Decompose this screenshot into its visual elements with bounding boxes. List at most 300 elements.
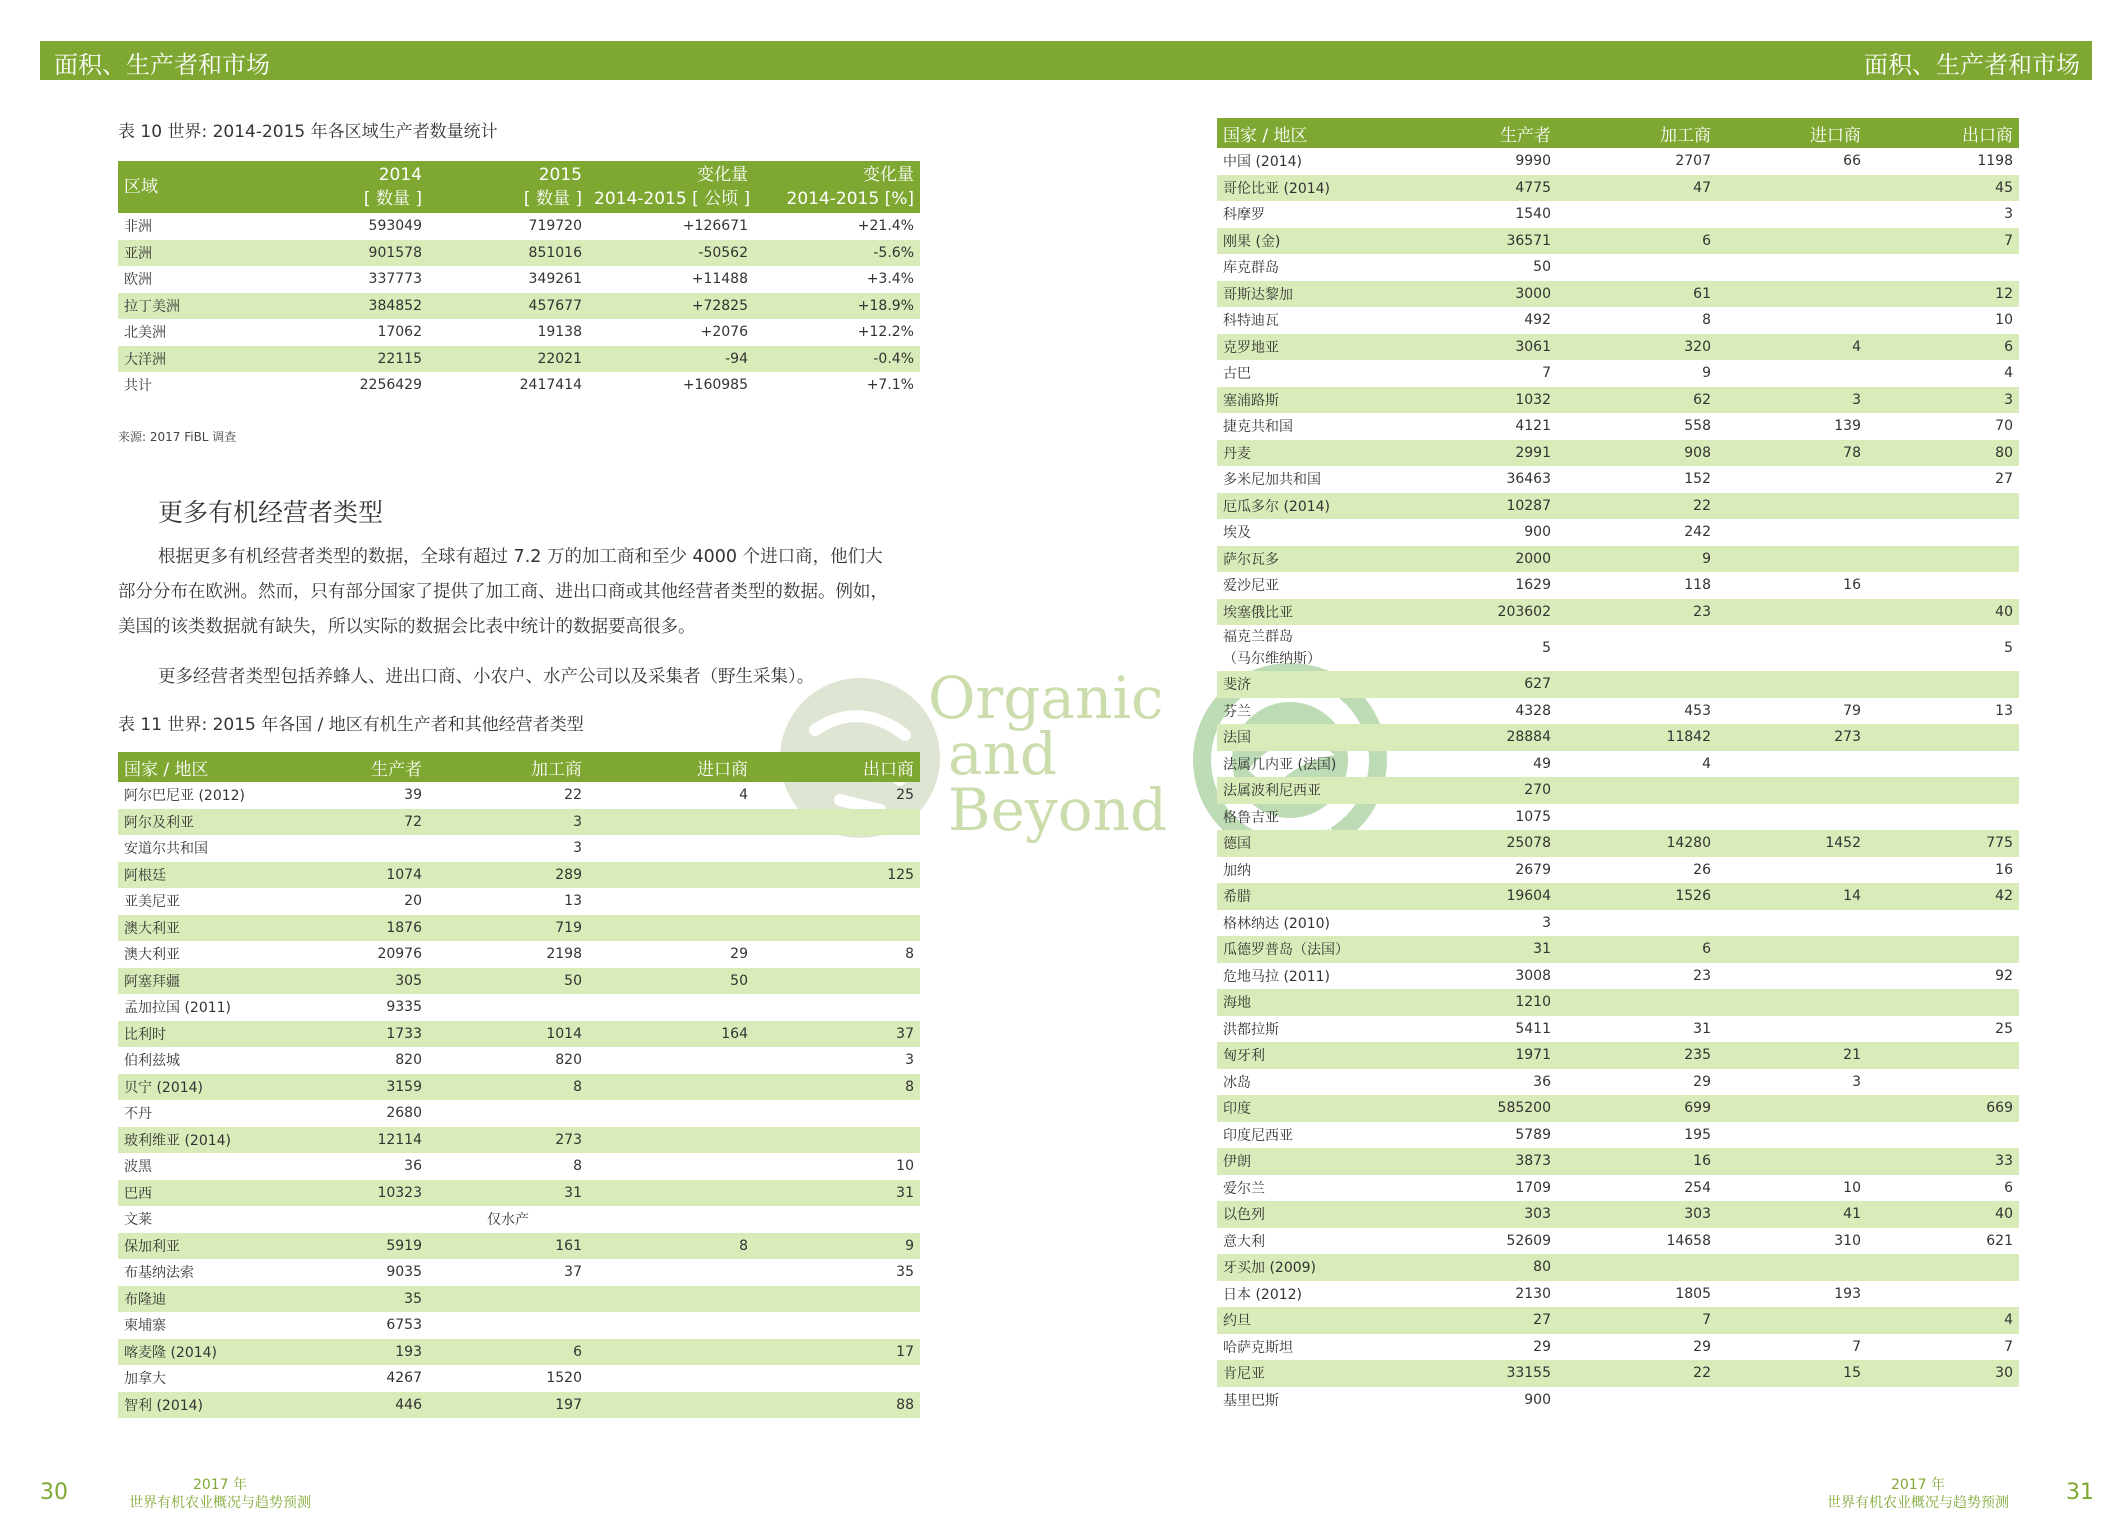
table-cell: 33155	[1417, 1360, 1557, 1387]
table-cell	[1867, 546, 2019, 573]
table-cell: 13	[1995, 702, 2013, 719]
row-label: 科特迪瓦	[1223, 313, 1279, 330]
table-cell	[1557, 910, 1717, 937]
table-cell: 6	[1557, 228, 1717, 255]
table-cell	[1717, 1095, 1867, 1122]
table-cell	[1557, 201, 1717, 228]
table-cell	[1717, 254, 1867, 281]
table-cell	[1557, 804, 1717, 831]
table-cell: 1032	[1417, 387, 1557, 414]
table-cell: 31	[428, 1180, 588, 1207]
table-cell	[1717, 804, 1867, 831]
row-label: 法属几内亚 (法国)	[1223, 756, 1337, 773]
table-cell: 36463	[1506, 471, 1551, 488]
table-cell: 1526	[1557, 883, 1717, 910]
table10-caption: 表 10 世界: 2014-2015 年各区域生产者数量统计	[118, 122, 498, 142]
table-cell	[1717, 671, 1867, 698]
table-cell: 49	[1533, 755, 1551, 772]
table-cell	[1717, 360, 1867, 387]
table-row	[1217, 1387, 2019, 1414]
table-cell: 22	[564, 787, 582, 804]
table-cell	[588, 1180, 754, 1207]
section-paragraph-2: 更多经营者类型包括养蜂人、进出口商、小农户、水产公司以及采集者（野生采集）。	[158, 667, 815, 687]
table-row	[118, 1047, 920, 1074]
row-label: 刚果 (金)	[1217, 228, 1417, 255]
row-label: 德国	[1217, 830, 1417, 857]
table-cell	[754, 1365, 920, 1392]
table-cell: 12	[1867, 281, 2019, 308]
table-cell	[588, 1074, 754, 1101]
table-cell	[754, 1127, 920, 1154]
table-cell	[588, 1312, 754, 1339]
table-cell: 50	[428, 968, 588, 995]
table-cell: 164	[588, 1021, 754, 1048]
table-row	[1217, 254, 2019, 281]
table-cell: 5411	[1515, 1020, 1551, 1037]
table-cell: 4121	[1515, 418, 1551, 435]
table-cell	[588, 1100, 754, 1127]
table-cell: 6	[1867, 334, 2019, 361]
table-cell: +72825	[588, 293, 754, 320]
table-cell	[588, 1392, 754, 1419]
table-cell: 17	[754, 1339, 920, 1366]
table-cell: 27	[1995, 471, 2013, 488]
table-cell: 78	[1717, 440, 1867, 467]
table-cell: 79	[1843, 702, 1861, 719]
table-cell: 453	[1684, 702, 1711, 719]
table-row	[118, 1180, 920, 1207]
row-label: 格鲁吉亚	[1223, 809, 1279, 826]
table-cell: 1629	[1515, 577, 1551, 594]
row-label: 智利 (2014)	[118, 1392, 268, 1419]
row-label: 喀麦隆 (2014)	[118, 1339, 268, 1366]
table10-header-2015: 2015 [ 数量 ]	[428, 161, 588, 213]
table-cell: 349261	[528, 271, 582, 288]
table-cell: 3	[573, 840, 582, 857]
table-cell: 457677	[428, 293, 588, 320]
row-label: 比利时	[118, 1021, 268, 1048]
table-cell: +160985	[682, 377, 748, 394]
row-label: 阿塞拜疆	[118, 968, 268, 995]
table10-header-row	[118, 161, 920, 213]
table-cell	[1557, 1387, 1717, 1414]
row-label: 埃塞俄比亚	[1217, 599, 1417, 626]
table11-caption: 表 11 世界: 2015 年各国 / 地区有机生产者和其他经营者类型	[118, 715, 584, 735]
table-cell: 26	[1693, 861, 1711, 878]
table-cell: 36	[1533, 1073, 1551, 1090]
table-row	[118, 266, 920, 293]
table10	[118, 161, 920, 399]
table-cell: 21	[1717, 1042, 1867, 1069]
table-cell: 273	[428, 1127, 588, 1154]
table-cell	[754, 1286, 920, 1313]
table-cell	[428, 1286, 588, 1313]
table-cell: 3	[1717, 387, 1867, 414]
table-cell: 621	[1986, 1232, 2013, 1249]
table-cell	[1867, 804, 2019, 831]
table-row	[1217, 175, 2019, 202]
table-cell: 820	[555, 1052, 582, 1069]
table-cell	[1717, 281, 1867, 308]
table-cell: 28884	[1417, 724, 1557, 751]
row-label: 瓜德罗普岛（法国）	[1217, 936, 1417, 963]
table-row	[1217, 228, 2019, 255]
row-label: 芬兰	[1223, 703, 1251, 720]
table-row	[1217, 830, 2019, 857]
table-row	[1217, 804, 2019, 831]
row-label: 牙买加 (2009)	[1217, 1254, 1417, 1281]
table-cell: 7	[1542, 365, 1551, 382]
table-cell: 242	[1684, 524, 1711, 541]
table-cell: 8	[905, 946, 914, 963]
table-cell: 42	[1867, 883, 2019, 910]
table-cell: 7	[1852, 1338, 1861, 1355]
table-cell: 23	[1557, 599, 1717, 626]
table10-header-region: 区域	[118, 161, 268, 213]
row-label: 哥伦比亚 (2014)	[1217, 175, 1417, 202]
paragraph-line: 根据更多有机经营者类型的数据，全球有超过 7.2 万的加工商和至少 4000 个进口商，他们大	[158, 547, 883, 567]
table-cell: 197	[428, 1392, 588, 1419]
table-row	[118, 346, 920, 373]
row-label: 中国 (2014)	[1223, 154, 1303, 171]
table-row	[1217, 1281, 2019, 1308]
table-cell: 29	[1693, 1338, 1711, 1355]
table-cell: 20976	[377, 946, 422, 963]
table-cell: 4267	[386, 1370, 422, 1387]
table-cell	[1867, 572, 2019, 599]
table-cell: 10323	[268, 1180, 428, 1207]
table-cell	[1867, 910, 2019, 937]
row-label: 哈萨克斯坦	[1223, 1339, 1293, 1356]
header-bar	[40, 41, 2092, 80]
row-label: 柬埔寨	[124, 1318, 166, 1335]
row-label: 塞浦路斯	[1217, 387, 1417, 414]
table-row	[1217, 493, 2019, 520]
table-cell: 29	[730, 946, 748, 963]
row-label: 以色列	[1217, 1201, 1417, 1228]
table-cell: 3008	[1515, 967, 1551, 984]
table-cell	[1717, 519, 1867, 546]
table-row	[118, 240, 920, 267]
table-cell: 9	[754, 1233, 920, 1260]
table-row	[1217, 963, 2019, 990]
header-title-right: 面积、生产者和市场	[1864, 51, 2080, 79]
table-cell: 2707	[1675, 153, 1711, 170]
row-label: 哥斯达黎加	[1217, 281, 1417, 308]
row-label: 意大利	[1223, 1233, 1265, 1250]
table-cell	[1717, 625, 1867, 671]
table-cell: 14658	[1666, 1232, 1711, 1249]
row-label: 大洋洲	[118, 346, 268, 373]
row-label: 加纳	[1223, 862, 1251, 879]
table-cell	[588, 1286, 754, 1313]
row-label: 非洲	[124, 219, 152, 236]
footer-left	[120, 1476, 320, 1512]
table-cell: 3	[1867, 387, 2019, 414]
table-row	[1217, 1175, 2019, 1202]
table-cell: 3061	[1417, 334, 1557, 361]
table-row	[1217, 1148, 2019, 1175]
row-label: 丹麦	[1217, 440, 1417, 467]
table-cell	[754, 1100, 920, 1127]
table-cell: 2130	[1515, 1285, 1551, 1302]
table-cell	[1717, 307, 1867, 334]
table-cell: 1876	[268, 915, 428, 942]
watermark-line-1: Organic	[928, 664, 1164, 732]
row-label: 肯尼亚	[1217, 1360, 1417, 1387]
table-row	[118, 1312, 920, 1339]
table-row	[1217, 360, 2019, 387]
table-row	[118, 888, 920, 915]
table-cell: 31	[1693, 1020, 1711, 1037]
table-cell	[1717, 1307, 1867, 1334]
table-cell: 8	[754, 1074, 920, 1101]
table-row	[118, 1339, 920, 1366]
table-cell	[1717, 599, 1867, 626]
table-cell: 14	[1717, 883, 1867, 910]
table-cell: 4328	[1515, 702, 1551, 719]
table-row	[118, 1100, 920, 1127]
table-row	[1217, 1228, 2019, 1255]
table-cell: 669	[1867, 1095, 2019, 1122]
table-cell	[1717, 910, 1867, 937]
table-cell: 2256429	[359, 377, 422, 394]
table-cell: 62	[1557, 387, 1717, 414]
table-row	[1217, 883, 2019, 910]
table-cell: 8	[1702, 312, 1711, 329]
row-label: 阿尔及利亚	[118, 809, 268, 836]
row-label: 澳大利亚	[124, 947, 180, 964]
table-cell: 25	[1995, 1020, 2013, 1037]
table-cell	[588, 1153, 754, 1180]
table-cell: 9	[1702, 365, 1711, 382]
table-cell: 4	[739, 787, 748, 804]
table-cell: 303	[1557, 1201, 1717, 1228]
table-cell	[1557, 671, 1717, 698]
paragraph-line: 部分分布在欧洲。然而，只有部分国家了提供了加工商、进出口商或其他经营者类型的数据。例如，	[118, 582, 888, 602]
table-cell: 5	[1542, 640, 1551, 656]
table-cell: 5789	[1515, 1126, 1551, 1143]
row-label: 萨尔瓦多	[1217, 546, 1417, 573]
table-cell: 10	[1843, 1179, 1861, 1196]
table-cell	[588, 1206, 754, 1233]
table-cell: 6	[1557, 936, 1717, 963]
table-cell: 22	[1557, 493, 1717, 520]
row-label: 阿尔巴尼亚 (2012)	[124, 788, 246, 805]
table-cell: 699	[1557, 1095, 1717, 1122]
row-label: 库克群岛	[1223, 260, 1279, 277]
table-cell: 273	[1717, 724, 1867, 751]
table-cell: 40	[1867, 1201, 2019, 1228]
row-label: 伊朗	[1217, 1148, 1417, 1175]
table-cell: 303	[1417, 1201, 1557, 1228]
table-cell: 37	[564, 1264, 582, 1281]
table-cell: 1075	[1515, 808, 1551, 825]
table-cell: +21.4%	[857, 218, 914, 235]
table-cell: 1074	[268, 862, 428, 889]
table-cell: 19604	[1417, 883, 1557, 910]
table-cell: 289	[428, 862, 588, 889]
table-cell: 193	[1834, 1285, 1861, 1302]
table-cell	[588, 1365, 754, 1392]
table-cell: 6753	[386, 1317, 422, 1334]
table-cell: 1805	[1675, 1285, 1711, 1302]
table-cell: 4	[1867, 1307, 2019, 1334]
table-row	[118, 1206, 920, 1233]
table-cell	[754, 915, 920, 942]
table-cell: 9335	[386, 999, 422, 1016]
table-cell	[1867, 519, 2019, 546]
table-row	[1217, 724, 2019, 751]
table-row	[1217, 1122, 2019, 1149]
table-cell: 593049	[368, 218, 422, 235]
table-cell: 384852	[268, 293, 428, 320]
row-label: 印度	[1217, 1095, 1417, 1122]
table-cell: 2680	[386, 1105, 422, 1122]
table-row	[1217, 466, 2019, 493]
table11-header-3: 进口商	[588, 752, 754, 782]
table-cell	[1717, 1122, 1867, 1149]
page-number-right: 31	[2066, 1480, 2094, 1505]
table-cell: +3.4%	[866, 271, 914, 288]
table-cell	[1867, 751, 2019, 778]
row-label: 格林纳达 (2010)	[1223, 915, 1331, 932]
table-cell: -0.4%	[754, 346, 920, 373]
table-cell: 2000	[1417, 546, 1557, 573]
table-row	[118, 994, 920, 1021]
row-label: 巴西	[118, 1180, 268, 1207]
table-cell: 270	[1417, 777, 1557, 804]
table-cell	[1717, 493, 1867, 520]
table-cell: 2198	[546, 946, 582, 963]
table-row	[1217, 671, 2019, 698]
table-cell	[1557, 625, 1717, 671]
table-cell: 22021	[428, 346, 588, 373]
table-cell: +2076	[700, 324, 748, 341]
table-row	[1217, 281, 2019, 308]
table-cell: 9035	[386, 1264, 422, 1281]
table-row	[1217, 572, 2019, 599]
table11-header-row	[118, 752, 920, 782]
table-cell: 193	[268, 1339, 428, 1366]
table-row	[118, 809, 920, 836]
table-cell: 30	[1867, 1360, 2019, 1387]
table-cell	[588, 1339, 754, 1366]
table-cell	[1867, 936, 2019, 963]
row-label: 约旦	[1217, 1307, 1417, 1334]
row-label: 加拿大	[124, 1371, 166, 1388]
row-label: 克罗地亚	[1217, 334, 1417, 361]
table-row	[118, 1286, 920, 1313]
table-row	[118, 782, 920, 809]
table-cell: 8	[588, 1233, 754, 1260]
table-cell: 2991	[1417, 440, 1557, 467]
table12-header-3: 进口商	[1717, 118, 1867, 148]
table11-header-1: 生产者	[268, 752, 428, 782]
row-label: 福克兰群岛 （马尔维纳斯）	[1223, 629, 1321, 667]
table-row	[1217, 751, 2019, 778]
table-row	[118, 941, 920, 968]
footer-right	[1818, 1476, 2018, 1512]
table-cell: 900	[1524, 1391, 1551, 1408]
table-cell: 585200	[1417, 1095, 1557, 1122]
table-cell: 3	[2004, 206, 2013, 223]
table-cell: 1733	[268, 1021, 428, 1048]
table-cell: 3873	[1417, 1148, 1557, 1175]
table-cell: 15	[1717, 1360, 1867, 1387]
row-label: 埃及	[1223, 525, 1251, 542]
table-cell	[1717, 175, 1867, 202]
table-cell: 16	[1843, 577, 1861, 594]
table-cell: 4	[2004, 365, 2013, 382]
table-row	[1217, 857, 2019, 884]
row-label: 不丹	[124, 1106, 152, 1123]
row-label: 冰岛	[1223, 1074, 1251, 1091]
table-cell	[588, 1259, 754, 1286]
table-cell: 23	[1693, 967, 1711, 984]
table-cell: 80	[1867, 440, 2019, 467]
table-cell: 1709	[1515, 1179, 1551, 1196]
table-cell	[1867, 777, 2019, 804]
table-cell	[588, 835, 754, 862]
table-cell: +126671	[682, 218, 748, 235]
table-row	[1217, 625, 2019, 671]
table-cell: +18.9%	[754, 293, 920, 320]
table-cell	[1717, 936, 1867, 963]
table-cell	[1867, 724, 2019, 751]
table-cell	[428, 994, 588, 1021]
row-label: 多米尼加共和国	[1223, 472, 1321, 489]
table-cell: 139	[1834, 418, 1861, 435]
table-cell	[1867, 254, 2019, 281]
table-row	[1217, 546, 2019, 573]
table-cell	[1717, 989, 1867, 1016]
table-row	[118, 915, 920, 942]
table-cell	[1717, 857, 1867, 884]
table-cell	[1557, 254, 1717, 281]
table-cell	[754, 1312, 920, 1339]
table-cell	[1717, 1148, 1867, 1175]
row-label: 日本 (2012)	[1223, 1286, 1303, 1303]
row-label: 阿根廷	[118, 862, 268, 889]
table-cell: 61	[1557, 281, 1717, 308]
table-cell	[588, 888, 754, 915]
table11-header-4: 出口商	[754, 752, 920, 782]
table-cell: 6	[2004, 1179, 2013, 1196]
table-row	[118, 862, 920, 889]
table-cell: 235	[1557, 1042, 1717, 1069]
table-row	[118, 372, 920, 399]
table12-header-row	[1217, 118, 2019, 148]
table-cell	[268, 835, 428, 862]
table-cell: 47	[1557, 175, 1717, 202]
table-cell: -5.6%	[754, 240, 920, 267]
table10-header-2014: 2014 [ 数量 ]	[268, 161, 428, 213]
table-cell: 29	[1533, 1338, 1551, 1355]
table-row	[118, 1365, 920, 1392]
table11	[118, 752, 920, 1418]
table-cell	[1557, 989, 1717, 1016]
table-cell: 31	[754, 1180, 920, 1207]
table-cell	[1867, 1122, 2019, 1149]
table-cell: 719	[428, 915, 588, 942]
table-row	[118, 1392, 920, 1419]
row-label: 伯利兹城	[124, 1053, 180, 1070]
table10-header-change-abs: 变化量 2014-2015 [ 公顷 ]	[588, 161, 754, 213]
table-cell	[1867, 1387, 2019, 1414]
table-cell: 16	[1995, 861, 2013, 878]
header-title-left: 面积、生产者和市场	[54, 51, 270, 79]
